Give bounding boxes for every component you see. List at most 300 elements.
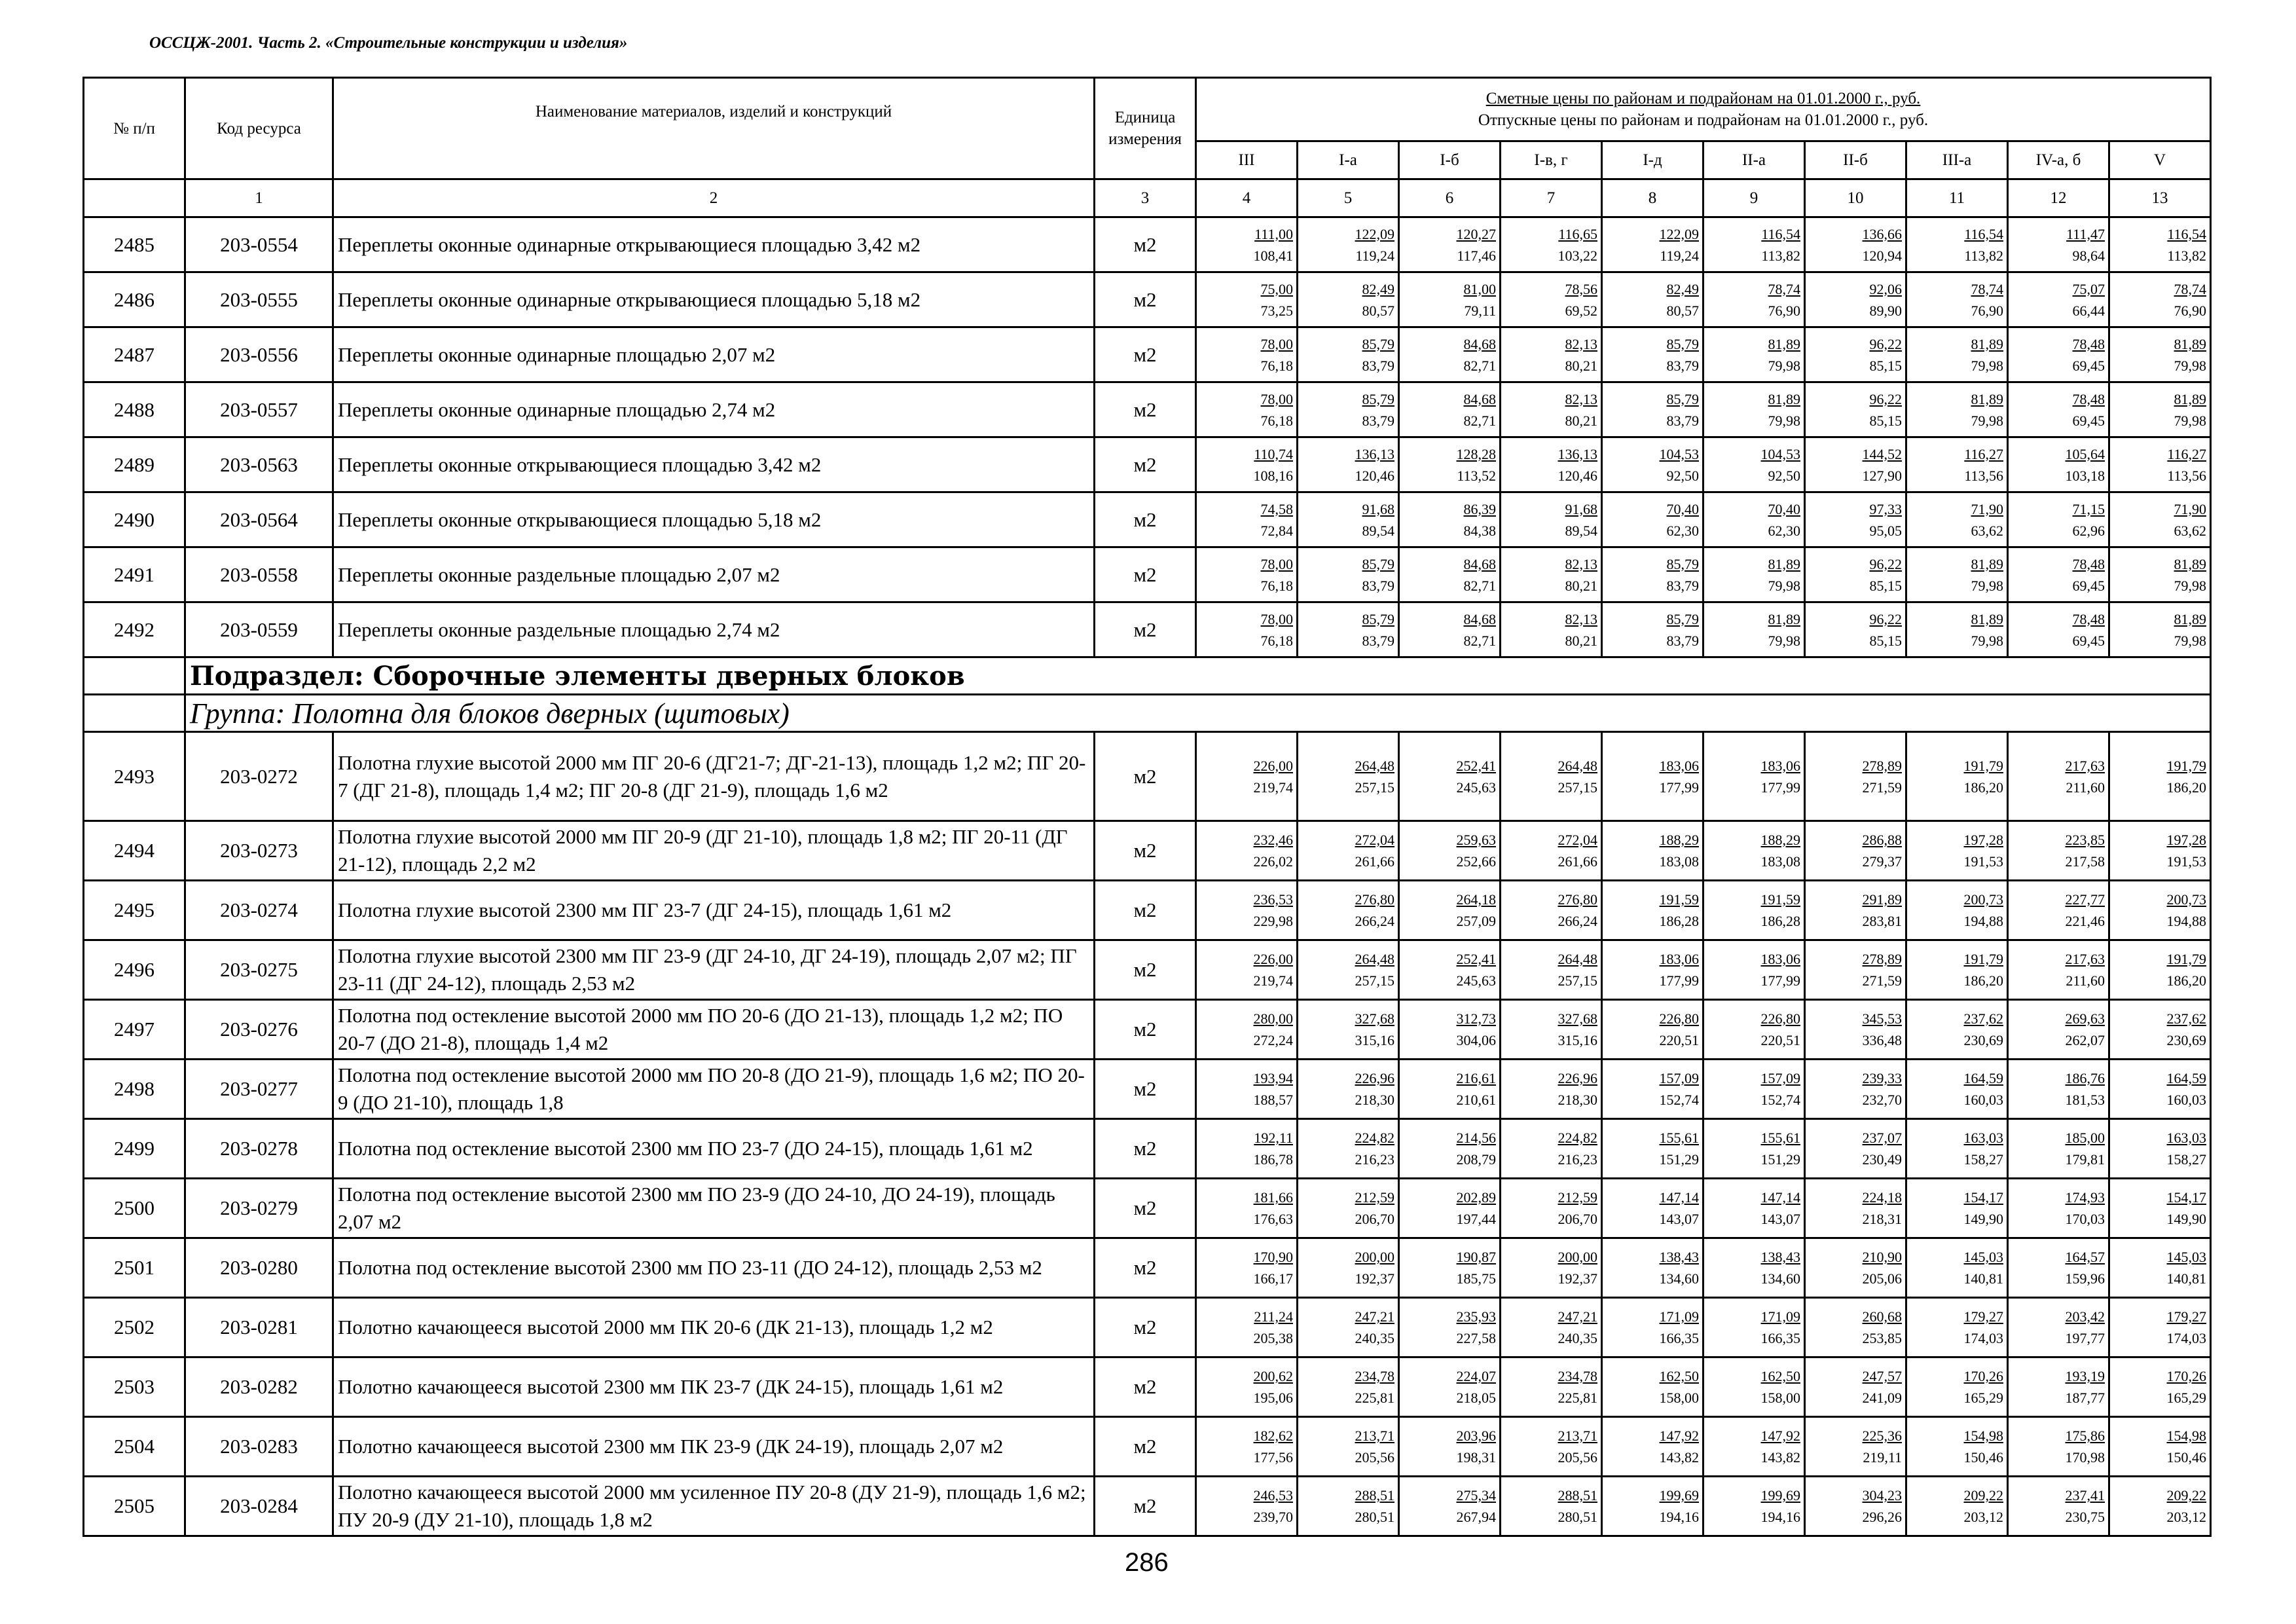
row-number: 2488 bbox=[84, 382, 185, 437]
price-cell bbox=[1298, 1357, 1399, 1417]
release-price: 186,28 bbox=[1659, 913, 1699, 929]
row-number: 2498 bbox=[84, 1060, 185, 1119]
release-price: 140,81 bbox=[1963, 1270, 2003, 1287]
release-price: 245,63 bbox=[1456, 972, 1496, 989]
release-price: 84,38 bbox=[1463, 522, 1496, 539]
resource-code: 203-0275 bbox=[185, 940, 333, 1000]
estimate-price: 85,79 bbox=[1362, 335, 1394, 352]
price-cell bbox=[2109, 821, 2211, 881]
estimate-price: 192,11 bbox=[1254, 1130, 1293, 1146]
group-row bbox=[84, 695, 2211, 732]
price-cell bbox=[1805, 1238, 1906, 1298]
estimate-price: 212,59 bbox=[1558, 1189, 1597, 1206]
price-cell bbox=[1399, 327, 1501, 382]
estimate-price: 138,43 bbox=[1760, 1249, 1800, 1265]
release-price: 158,27 bbox=[1963, 1151, 2003, 1168]
table-row bbox=[84, 1000, 2211, 1060]
page-number: 286 bbox=[1125, 1548, 1169, 1577]
estimate-price: 70,40 bbox=[1666, 500, 1699, 517]
release-price: 160,03 bbox=[1963, 1092, 2003, 1108]
price-cell bbox=[1805, 821, 1906, 881]
release-price: 117,46 bbox=[1457, 247, 1496, 264]
release-price: 150,46 bbox=[2166, 1449, 2207, 1466]
release-price: 150,46 bbox=[1963, 1449, 2003, 1466]
release-price: 143,07 bbox=[1659, 1211, 1699, 1227]
release-price: 315,16 bbox=[1355, 1032, 1394, 1048]
unit: м2 bbox=[1095, 492, 1196, 547]
release-price: 158,27 bbox=[2166, 1151, 2207, 1168]
price-cell bbox=[1298, 602, 1399, 657]
estimate-price: 182,62 bbox=[1253, 1428, 1293, 1444]
release-price: 283,81 bbox=[1862, 913, 1902, 929]
subsection-row bbox=[84, 657, 2211, 695]
header-region: I-а bbox=[1298, 141, 1399, 179]
price-cell bbox=[2008, 1060, 2109, 1119]
price-cell bbox=[2109, 1060, 2211, 1119]
price-cell bbox=[1399, 217, 1501, 272]
release-price: 120,46 bbox=[1558, 467, 1597, 484]
release-price: 113,56 bbox=[2167, 467, 2207, 484]
release-price: 108,16 bbox=[1253, 467, 1293, 484]
price-cell bbox=[1906, 272, 2008, 327]
estimate-price: 188,29 bbox=[1659, 832, 1699, 848]
estimate-price: 213,71 bbox=[1558, 1428, 1597, 1444]
estimate-price: 276,80 bbox=[1558, 891, 1597, 908]
release-price: 218,05 bbox=[1456, 1390, 1496, 1406]
release-price: 80,57 bbox=[1362, 302, 1394, 319]
release-price: 232,70 bbox=[1862, 1092, 1902, 1108]
price-cell bbox=[1298, 1179, 1399, 1238]
price-cell bbox=[2109, 492, 2211, 547]
release-price: 76,18 bbox=[1260, 577, 1293, 594]
price-cell bbox=[1805, 1477, 1906, 1536]
release-price: 79,98 bbox=[1768, 577, 1800, 594]
estimate-price: 291,89 bbox=[1862, 891, 1902, 908]
header-region: I-б bbox=[1399, 141, 1501, 179]
price-cell bbox=[1501, 492, 1602, 547]
price-cell bbox=[2008, 492, 2109, 547]
price-cell bbox=[1501, 1298, 1602, 1357]
estimate-price: 214,56 bbox=[1456, 1130, 1496, 1146]
header-region: III bbox=[1196, 141, 1298, 179]
release-price: 205,56 bbox=[1558, 1449, 1597, 1466]
table-row bbox=[84, 1298, 2211, 1357]
estimate-price: 181,66 bbox=[1253, 1189, 1293, 1206]
price-cell bbox=[1906, 1119, 2008, 1179]
column-number: 6 bbox=[1399, 179, 1501, 217]
resource-code: 203-0272 bbox=[185, 732, 333, 821]
estimate-price: 191,79 bbox=[1963, 951, 2003, 967]
estimate-price: 85,79 bbox=[1666, 555, 1699, 572]
release-price: 82,71 bbox=[1463, 357, 1496, 374]
estimate-price: 239,33 bbox=[1862, 1070, 1902, 1086]
estimate-price: 186,76 bbox=[2065, 1070, 2105, 1086]
price-cell bbox=[1399, 940, 1501, 1000]
price-cell bbox=[1805, 547, 1906, 602]
estimate-price: 234,78 bbox=[1558, 1368, 1597, 1384]
price-cell bbox=[1602, 382, 1704, 437]
material-name: Переплеты оконные одинарные открывающиеся площадью 3,42 м2 bbox=[333, 217, 1095, 272]
price-cell bbox=[2109, 602, 2211, 657]
release-price: 261,66 bbox=[1558, 853, 1597, 870]
price-cell bbox=[2109, 547, 2211, 602]
release-price: 149,90 bbox=[1963, 1211, 2003, 1227]
price-cell bbox=[1501, 602, 1602, 657]
price-cell bbox=[1399, 492, 1501, 547]
price-cell bbox=[1501, 547, 1602, 602]
release-price: 262,07 bbox=[2065, 1032, 2105, 1048]
price-cell bbox=[1704, 1119, 1805, 1179]
price-cell bbox=[2109, 732, 2211, 821]
release-price: 62,30 bbox=[1768, 522, 1800, 539]
estimate-price: 136,13 bbox=[1355, 445, 1394, 462]
price-cell bbox=[1906, 327, 2008, 382]
release-price: 261,66 bbox=[1355, 853, 1394, 870]
price-cell bbox=[1704, 821, 1805, 881]
release-price: 272,24 bbox=[1253, 1032, 1293, 1048]
release-price: 85,15 bbox=[1869, 412, 1902, 429]
table-row bbox=[84, 1119, 2211, 1179]
price-cell bbox=[1298, 217, 1399, 272]
release-price: 218,30 bbox=[1558, 1092, 1597, 1108]
estimate-price: 74,58 bbox=[1260, 500, 1293, 517]
estimate-price: 212,59 bbox=[1355, 1189, 1394, 1206]
release-price: 127,90 bbox=[1862, 467, 1902, 484]
estimate-price: 78,00 bbox=[1260, 390, 1293, 407]
price-cell bbox=[2109, 1357, 2211, 1417]
estimate-price: 78,74 bbox=[1971, 280, 2003, 297]
header-number: № п/п bbox=[84, 78, 185, 179]
price-cell bbox=[1399, 1477, 1501, 1536]
price-cell bbox=[1602, 1298, 1704, 1357]
estimate-price: 78,48 bbox=[2072, 390, 2105, 407]
material-name: Полотна под остекление высотой 2300 мм ПО 23-7 (ДО 24-15), площадь 1,61 м2 bbox=[333, 1119, 1095, 1179]
price-cell bbox=[1196, 881, 1298, 940]
price-cell bbox=[2008, 1179, 2109, 1238]
price-cell bbox=[2109, 1477, 2211, 1536]
header-release-title: Отпускные цены по районам и подрайонам на 01.01.2000 г., руб. bbox=[1478, 111, 1929, 129]
estimate-price: 264,48 bbox=[1355, 951, 1394, 967]
price-cell bbox=[1805, 272, 1906, 327]
price-cell bbox=[1906, 1357, 2008, 1417]
release-price: 83,79 bbox=[1362, 412, 1394, 429]
release-price: 72,84 bbox=[1260, 522, 1293, 539]
release-price: 239,70 bbox=[1253, 1509, 1293, 1525]
release-price: 194,88 bbox=[1963, 913, 2003, 929]
column-number: 8 bbox=[1602, 179, 1704, 217]
estimate-price: 200,00 bbox=[1355, 1249, 1394, 1265]
estimate-price: 85,79 bbox=[1362, 555, 1394, 572]
estimate-price: 191,79 bbox=[1963, 757, 2003, 774]
price-cell bbox=[1906, 382, 2008, 437]
subsection-spacer bbox=[84, 657, 185, 695]
estimate-price: 81,89 bbox=[1768, 555, 1800, 572]
estimate-price: 264,18 bbox=[1456, 891, 1496, 908]
release-price: 79,98 bbox=[1768, 412, 1800, 429]
estimate-price: 288,51 bbox=[1355, 1487, 1394, 1504]
subsection-title: Подраздел: Сборочные элементы дверных блоков bbox=[185, 657, 2211, 695]
unit: м2 bbox=[1095, 1477, 1196, 1536]
price-cell bbox=[1399, 547, 1501, 602]
estimate-price: 264,48 bbox=[1558, 757, 1597, 774]
price-cell bbox=[1298, 1477, 1399, 1536]
release-price: 149,90 bbox=[2166, 1211, 2207, 1227]
estimate-price: 71,90 bbox=[2174, 500, 2207, 517]
price-cell bbox=[1399, 732, 1501, 821]
release-price: 80,21 bbox=[1565, 632, 1597, 649]
release-price: 203,12 bbox=[2166, 1509, 2207, 1525]
estimate-price: 84,68 bbox=[1463, 390, 1496, 407]
release-price: 79,98 bbox=[2174, 632, 2207, 649]
estimate-price: 226,96 bbox=[1558, 1070, 1597, 1086]
price-cell bbox=[1399, 1357, 1501, 1417]
resource-code: 203-0554 bbox=[185, 217, 333, 272]
header-estimate-title: Сметные цены по районам и подрайонам на 01.01.2000 г., руб. bbox=[1485, 90, 1921, 107]
running-head: ОССЦЖ-2001. Часть 2. «Строительные конструкции и изделия» bbox=[149, 34, 628, 52]
column-number: 12 bbox=[2008, 179, 2109, 217]
estimate-price: 224,82 bbox=[1558, 1130, 1597, 1146]
estimate-price: 82,49 bbox=[1666, 280, 1699, 297]
release-price: 134,60 bbox=[1659, 1270, 1699, 1287]
price-cell bbox=[1196, 940, 1298, 1000]
price-cell bbox=[1298, 1060, 1399, 1119]
row-number: 2486 bbox=[84, 272, 185, 327]
release-price: 92,50 bbox=[1666, 467, 1699, 484]
release-price: 160,03 bbox=[2166, 1092, 2207, 1108]
estimate-price: 197,28 bbox=[2166, 832, 2207, 848]
table-row bbox=[84, 940, 2211, 1000]
price-cell bbox=[1805, 940, 1906, 1000]
material-name: Переплеты оконные одинарные площадью 2,07 м2 bbox=[333, 327, 1095, 382]
price-cell bbox=[2109, 1238, 2211, 1298]
release-price: 257,09 bbox=[1456, 913, 1496, 929]
resource-code: 203-0274 bbox=[185, 881, 333, 940]
release-price: 177,99 bbox=[1760, 972, 1800, 989]
price-cell bbox=[2008, 821, 2109, 881]
estimate-price: 183,06 bbox=[1760, 757, 1800, 774]
row-number: 2505 bbox=[84, 1477, 185, 1536]
estimate-price: 236,53 bbox=[1253, 891, 1293, 908]
estimate-price: 286,88 bbox=[1862, 832, 1902, 848]
price-cell bbox=[1501, 940, 1602, 1000]
release-price: 194,88 bbox=[2166, 913, 2207, 929]
release-price: 183,08 bbox=[1760, 853, 1800, 870]
unit: м2 bbox=[1095, 1119, 1196, 1179]
release-price: 194,16 bbox=[1659, 1509, 1699, 1525]
price-cell bbox=[2109, 382, 2211, 437]
estimate-price: 312,73 bbox=[1456, 1010, 1496, 1027]
release-price: 219,74 bbox=[1253, 779, 1293, 796]
estimate-price: 78,00 bbox=[1260, 335, 1293, 352]
release-price: 83,79 bbox=[1666, 357, 1699, 374]
price-cell bbox=[1501, 1357, 1602, 1417]
resource-code: 203-0281 bbox=[185, 1298, 333, 1357]
estimate-price: 70,40 bbox=[1768, 500, 1800, 517]
resource-code: 203-0276 bbox=[185, 1000, 333, 1060]
price-cell bbox=[1704, 1179, 1805, 1238]
release-price: 158,00 bbox=[1760, 1390, 1800, 1406]
price-cell bbox=[2109, 881, 2211, 940]
price-cell bbox=[1399, 881, 1501, 940]
price-cell bbox=[2008, 1238, 2109, 1298]
resource-code: 203-0277 bbox=[185, 1060, 333, 1119]
price-cell bbox=[1602, 1060, 1704, 1119]
price-cell bbox=[1805, 1179, 1906, 1238]
estimate-price: 75,07 bbox=[2072, 280, 2105, 297]
material-name: Полотно качающееся высотой 2300 мм ПК 23-7 (ДК 24-15), площадь 1,61 м2 bbox=[333, 1357, 1095, 1417]
price-cell bbox=[1501, 272, 1602, 327]
price-cell bbox=[1602, 1119, 1704, 1179]
price-cell bbox=[1704, 1298, 1805, 1357]
row-number: 2493 bbox=[84, 732, 185, 821]
release-price: 211,60 bbox=[2066, 779, 2105, 796]
price-cell bbox=[1602, 1238, 1704, 1298]
price-cell bbox=[1704, 327, 1805, 382]
price-cell bbox=[1602, 1417, 1704, 1477]
table-row bbox=[84, 492, 2211, 547]
estimate-price: 225,36 bbox=[1862, 1428, 1902, 1444]
price-cell bbox=[1906, 732, 2008, 821]
release-price: 158,00 bbox=[1659, 1390, 1699, 1406]
release-price: 230,69 bbox=[1963, 1032, 2003, 1048]
release-price: 166,17 bbox=[1253, 1270, 1293, 1287]
row-number: 2496 bbox=[84, 940, 185, 1000]
row-number: 2499 bbox=[84, 1119, 185, 1179]
price-cell bbox=[1704, 1417, 1805, 1477]
material-name: Переплеты оконные открывающиеся площадью 5,18 м2 bbox=[333, 492, 1095, 547]
unit: м2 bbox=[1095, 1298, 1196, 1357]
estimate-price: 116,54 bbox=[1761, 225, 1800, 242]
header-region: IV-а, б bbox=[2008, 141, 2109, 179]
price-cell bbox=[1501, 881, 1602, 940]
estimate-price: 145,03 bbox=[1963, 1249, 2003, 1265]
release-price: 83,79 bbox=[1666, 632, 1699, 649]
estimate-price: 200,73 bbox=[1963, 891, 2003, 908]
release-price: 253,85 bbox=[1862, 1330, 1902, 1346]
estimate-price: 170,90 bbox=[1253, 1249, 1293, 1265]
row-number: 2502 bbox=[84, 1298, 185, 1357]
estimate-price: 197,28 bbox=[1963, 832, 2003, 848]
release-price: 179,81 bbox=[2065, 1151, 2105, 1168]
estimate-price: 260,68 bbox=[1862, 1308, 1902, 1325]
price-cell bbox=[1805, 217, 1906, 272]
price-cell bbox=[1196, 1417, 1298, 1477]
price-cell bbox=[1906, 1298, 2008, 1357]
release-price: 217,58 bbox=[2065, 853, 2105, 870]
price-table bbox=[82, 77, 2212, 1537]
price-cell bbox=[1602, 217, 1704, 272]
estimate-price: 264,48 bbox=[1558, 951, 1597, 967]
estimate-price: 190,87 bbox=[1456, 1249, 1496, 1265]
header-unit: Единица измерения bbox=[1095, 78, 1196, 179]
price-cell bbox=[1196, 1238, 1298, 1298]
row-number: 2497 bbox=[84, 1000, 185, 1060]
price-cell bbox=[1602, 732, 1704, 821]
estimate-price: 200,73 bbox=[2166, 891, 2207, 908]
release-price: 79,98 bbox=[2174, 577, 2207, 594]
price-cell bbox=[1805, 881, 1906, 940]
estimate-price: 345,53 bbox=[1862, 1010, 1902, 1027]
estimate-price: 136,13 bbox=[1558, 445, 1597, 462]
release-price: 73,25 bbox=[1260, 302, 1293, 319]
estimate-price: 78,56 bbox=[1565, 280, 1597, 297]
estimate-price: 327,68 bbox=[1355, 1010, 1394, 1027]
column-number: 4 bbox=[1196, 179, 1298, 217]
release-price: 174,03 bbox=[2166, 1330, 2207, 1346]
release-price: 69,45 bbox=[2072, 577, 2105, 594]
price-cell bbox=[1805, 602, 1906, 657]
release-price: 211,60 bbox=[2066, 972, 2105, 989]
release-price: 113,82 bbox=[1964, 247, 2003, 264]
release-price: 69,52 bbox=[1565, 302, 1597, 319]
estimate-price: 81,89 bbox=[1768, 390, 1800, 407]
price-cell bbox=[1196, 492, 1298, 547]
estimate-price: 81,89 bbox=[1971, 390, 2003, 407]
header-region: I-в, г bbox=[1501, 141, 1602, 179]
release-price: 113,82 bbox=[1761, 247, 1800, 264]
estimate-price: 82,49 bbox=[1362, 280, 1394, 297]
estimate-price: 84,68 bbox=[1463, 335, 1496, 352]
price-cell bbox=[2109, 327, 2211, 382]
estimate-price: 82,13 bbox=[1565, 555, 1597, 572]
estimate-price: 81,89 bbox=[1768, 610, 1800, 627]
resource-code: 203-0280 bbox=[185, 1238, 333, 1298]
price-cell bbox=[1501, 327, 1602, 382]
unit: м2 bbox=[1095, 272, 1196, 327]
release-price: 177,56 bbox=[1253, 1449, 1293, 1466]
estimate-price: 144,52 bbox=[1862, 445, 1902, 462]
release-price: 191,53 bbox=[2166, 853, 2207, 870]
estimate-price: 216,61 bbox=[1456, 1070, 1496, 1086]
price-cell bbox=[1704, 272, 1805, 327]
price-cell bbox=[1704, 382, 1805, 437]
release-price: 191,53 bbox=[1963, 853, 2003, 870]
estimate-price: 81,89 bbox=[1971, 555, 2003, 572]
resource-code: 203-0279 bbox=[185, 1179, 333, 1238]
release-price: 66,44 bbox=[2072, 302, 2105, 319]
estimate-price: 71,15 bbox=[2072, 500, 2105, 517]
release-price: 240,35 bbox=[1355, 1330, 1394, 1346]
price-cell bbox=[1196, 1477, 1298, 1536]
material-name: Полотна под остекление высотой 2000 мм ПО 20-8 (ДО 21-9), площадь 1,6 м2; ПО 20-9 (ДО 21-10), площадь 1,8 bbox=[333, 1060, 1095, 1119]
price-cell bbox=[1501, 437, 1602, 492]
estimate-price: 191,59 bbox=[1760, 891, 1800, 908]
release-price: 76,90 bbox=[1768, 302, 1800, 319]
price-cell bbox=[1298, 272, 1399, 327]
release-price: 120,94 bbox=[1862, 247, 1902, 264]
unit: м2 bbox=[1095, 821, 1196, 881]
price-cell bbox=[1704, 881, 1805, 940]
estimate-price: 154,98 bbox=[1963, 1428, 2003, 1444]
estimate-price: 179,27 bbox=[1963, 1308, 2003, 1325]
resource-code: 203-0273 bbox=[185, 821, 333, 881]
estimate-price: 237,07 bbox=[1862, 1130, 1902, 1146]
estimate-price: 304,23 bbox=[1862, 1487, 1902, 1504]
estimate-price: 170,26 bbox=[2166, 1368, 2207, 1384]
release-price: 152,74 bbox=[1760, 1092, 1800, 1108]
material-name: Переплеты оконные открывающиеся площадью 3,42 м2 bbox=[333, 437, 1095, 492]
release-price: 219,74 bbox=[1253, 972, 1293, 989]
estimate-price: 183,06 bbox=[1760, 951, 1800, 967]
release-price: 80,21 bbox=[1565, 357, 1597, 374]
release-price: 62,30 bbox=[1666, 522, 1699, 539]
release-price: 76,18 bbox=[1260, 412, 1293, 429]
release-price: 181,53 bbox=[2065, 1092, 2105, 1108]
estimate-price: 174,93 bbox=[2065, 1189, 2105, 1206]
release-price: 143,82 bbox=[1760, 1449, 1800, 1466]
estimate-price: 224,18 bbox=[1862, 1189, 1902, 1206]
price-cell bbox=[1805, 492, 1906, 547]
